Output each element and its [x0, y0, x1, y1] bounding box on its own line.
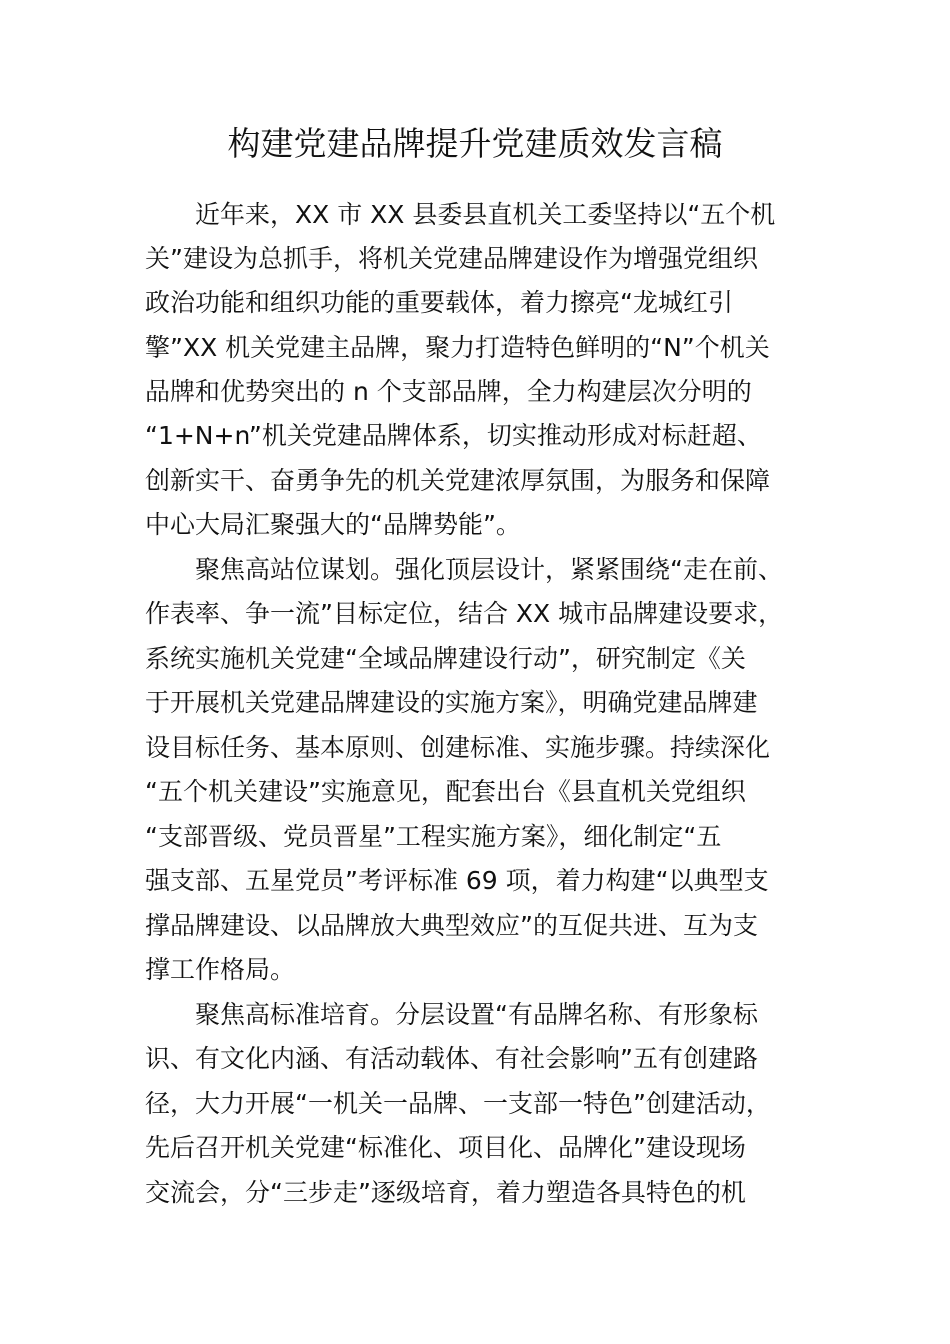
text-line: 近年来，XX 市 XX 县委县直机关工委坚持以“五个机 — [145, 200, 776, 229]
text-line: 关”建设为总抓手，将机关党建品牌建设作为增强党组织 — [145, 244, 758, 273]
text-line: 聚焦高标准培育。分层设置“有品牌名称、有形象标 — [145, 1000, 758, 1029]
document-title: 构建党建品牌提升党建质效发言稿 — [227, 124, 723, 163]
text-line: 创新实干、奋勇争先的机关党建浓厚氛围，为服务和保障 — [145, 466, 771, 495]
text-line: 径，大力开展“一机关一品牌、一支部一特色”创建活动， — [145, 1089, 771, 1118]
text-line: 于开展机关党建品牌建设的实施方案》，明确党建品牌建 — [145, 688, 758, 717]
text-line: 作表率、争一流”目标定位，结合 XX 城市品牌建设要求， — [145, 599, 784, 628]
text-line: 品牌和优势突出的 n 个支部品牌，全力构建层次分明的 — [145, 377, 752, 406]
text-line: 中心大局汇聚强大的“品牌势能”。 — [145, 510, 521, 539]
text-line: 识、有文化内涵、有活动载体、有社会影响”五有创建路 — [145, 1044, 758, 1073]
text-line: “支部晋级、党员晋星”工程实施方案》，细化制定“五 — [145, 822, 722, 851]
text-line: 设目标任务、基本原则、创建标准、实施步骤。持续深化 — [145, 733, 771, 762]
text-line: “五个机关建设”实施意见，配套出台《县直机关党组织 — [145, 777, 746, 806]
text-line: 聚焦高站位谋划。强化顶层设计，紧紧围绕“走在前、 — [145, 555, 783, 584]
text-line: 撑品牌建设、以品牌放大典型效应”的互促共进、互为支 — [145, 911, 758, 940]
text-line: 交流会，分“三步走”逐级培育，着力塑造各具特色的机 — [145, 1178, 746, 1207]
text-line: “1+N+n”机关党建品牌体系，切实推动形成对标赶超、 — [145, 421, 762, 450]
text-line: 撑工作格局。 — [145, 955, 296, 984]
text-line: 擎”XX 机关党建主品牌，聚力打造特色鲜明的“N”个机关 — [145, 333, 770, 362]
text-line: 先后召开机关党建“标准化、项目化、品牌化”建设现场 — [145, 1133, 746, 1162]
text-line: 系统实施机关党建“全域品牌建设行动”，研究制定《关 — [145, 644, 746, 673]
text-line: 强支部、五星党员”考评标准 69 项，着力构建“以典型支 — [145, 866, 769, 895]
text-line: 政治功能和组织功能的重要载体，着力擦亮“龙城红引 — [145, 288, 733, 317]
